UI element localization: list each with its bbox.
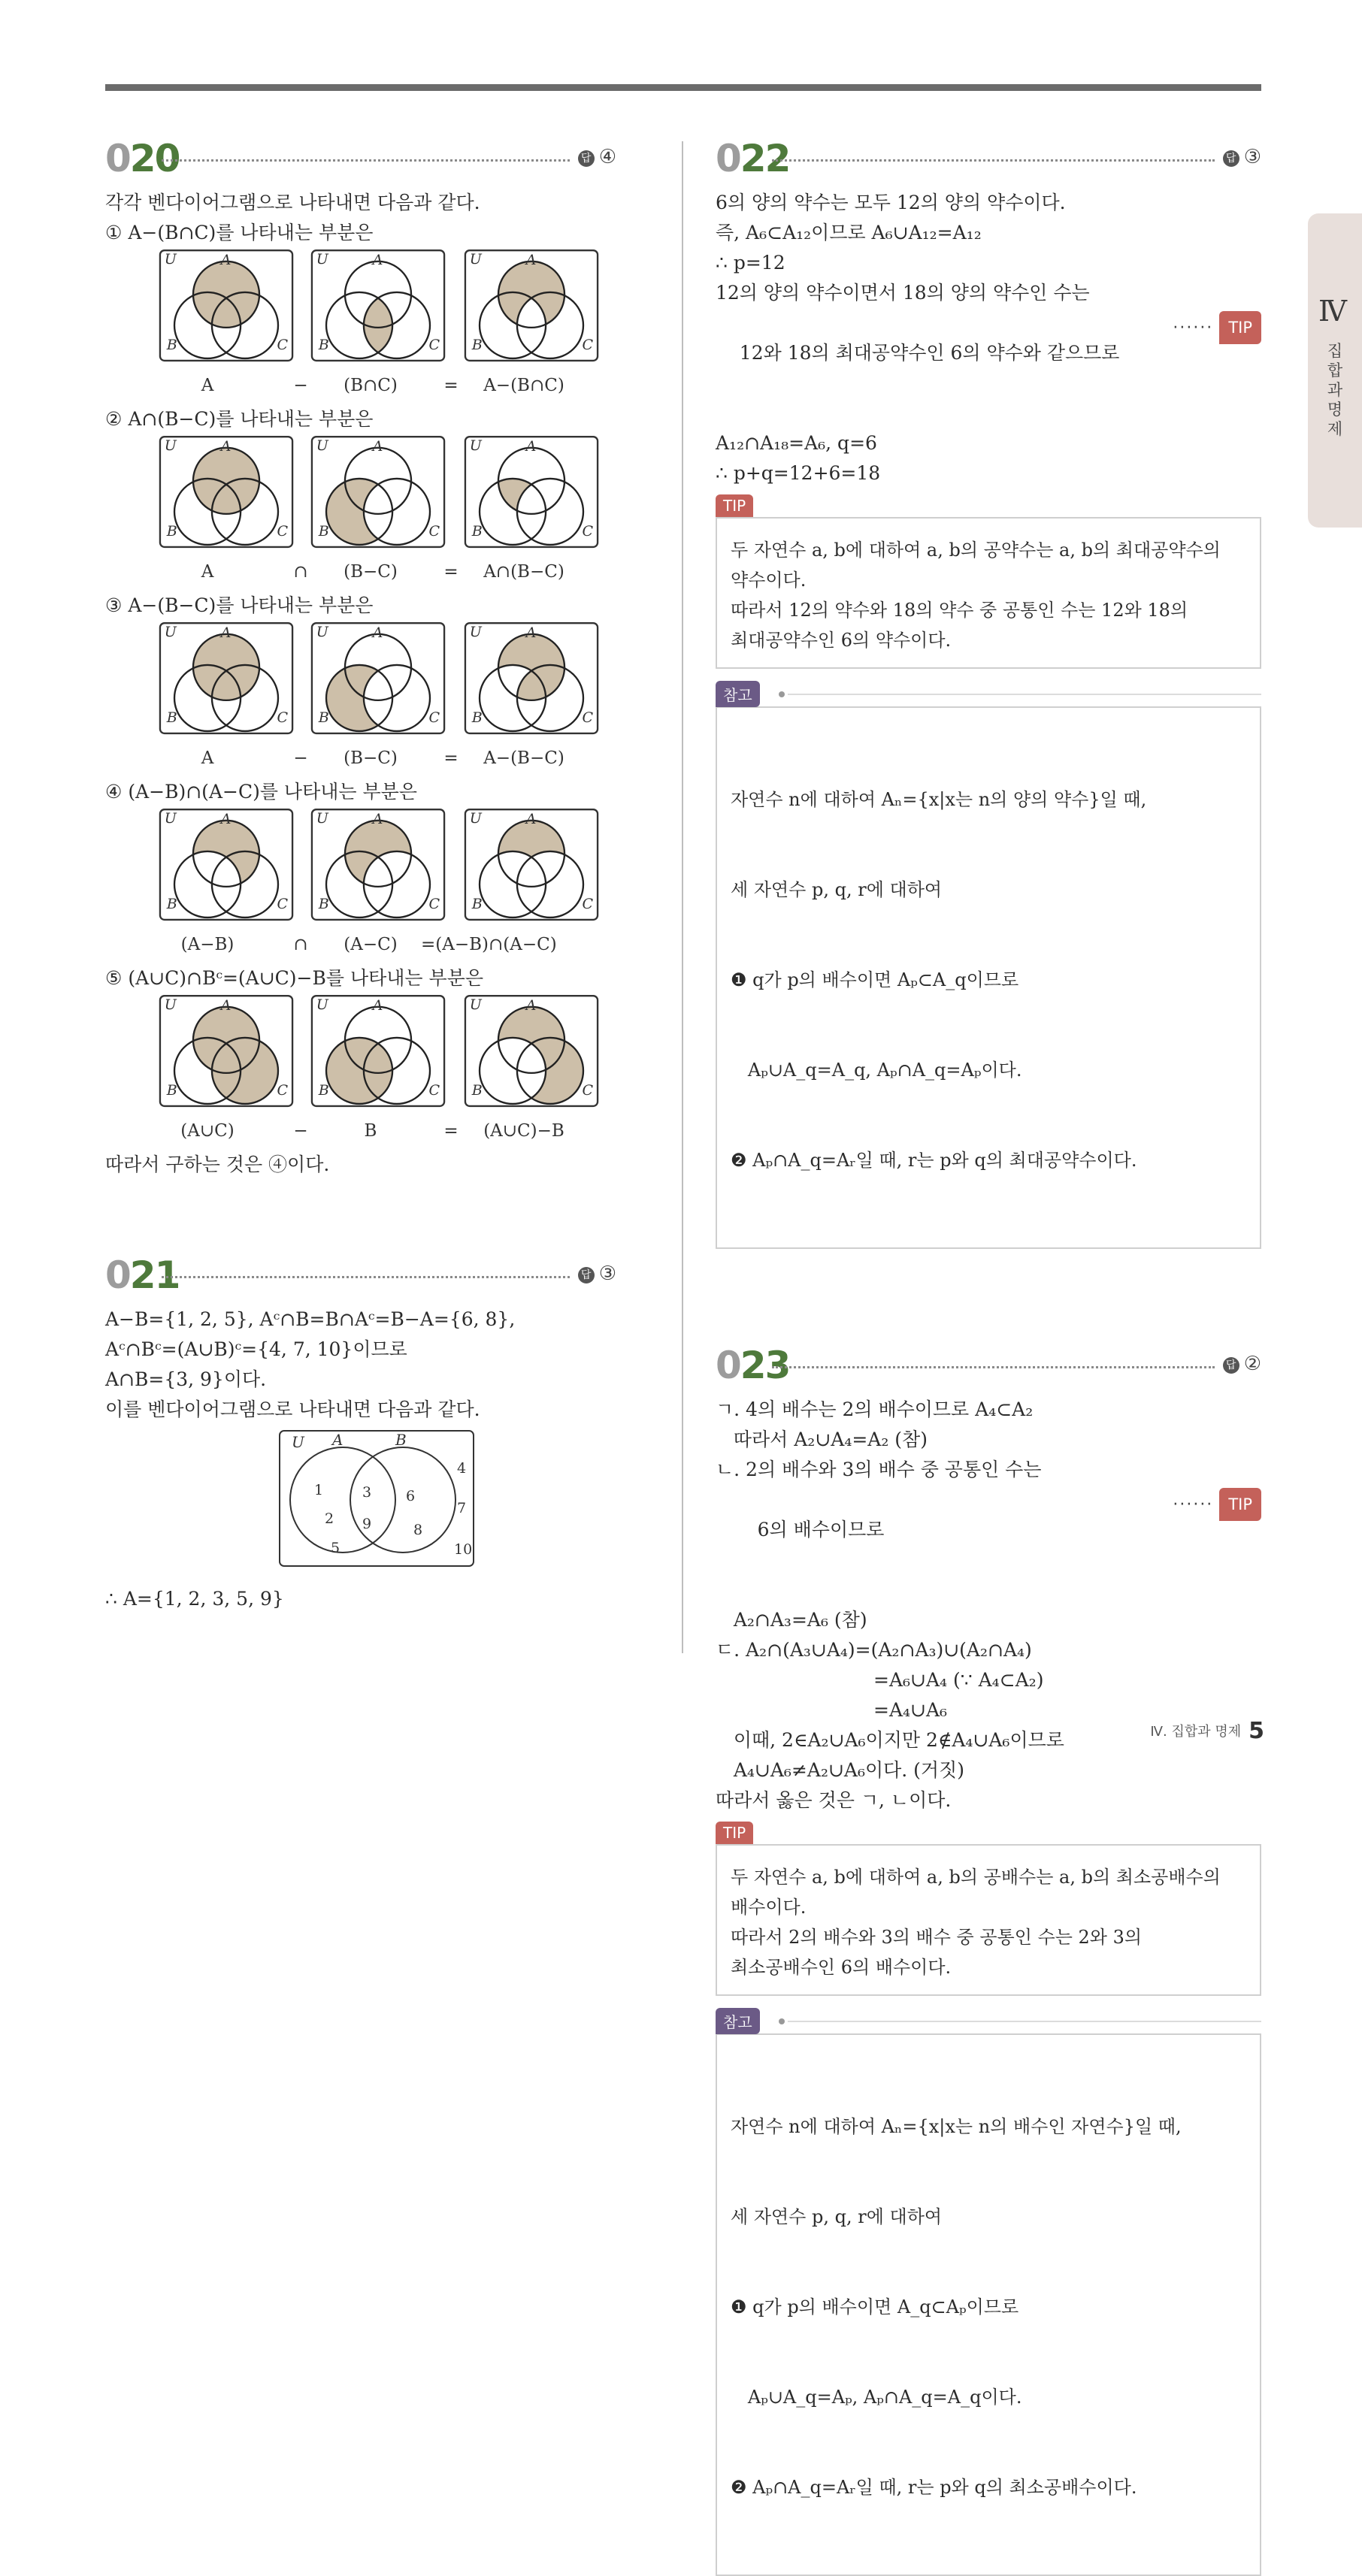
solution-line: =A₆∪A₄ (∵ A₄⊂A₂) xyxy=(873,1669,1044,1691)
svg-text:B: B xyxy=(166,1082,177,1099)
answer-mark: 답 ③ xyxy=(1223,146,1261,168)
venn-diagram xyxy=(463,434,600,552)
answer-mark: 답 ② xyxy=(1223,1353,1261,1375)
venn-diagram xyxy=(463,807,600,924)
venn-element: 9 xyxy=(362,1516,372,1532)
tip-text: 최대공약수인 6의 약수이다. xyxy=(731,630,952,651)
reference-text: 자연수 n에 대하여 Aₙ={x|x는 n의 양의 약수}일 때, xyxy=(731,789,1147,810)
reference-text: ❷ Aₚ∩A_q=Aᵣ일 때, r는 p와 q의 최대공약수이다. xyxy=(731,1150,1137,1171)
svg-text:U: U xyxy=(469,996,482,1013)
chapter-side-tab[interactable] xyxy=(1308,213,1362,528)
venn-element: 2 xyxy=(325,1510,334,1527)
answer-mark: 답 ③ xyxy=(578,1262,616,1285)
svg-text:A: A xyxy=(220,438,232,455)
svg-text:U: U xyxy=(164,250,177,268)
solution-line: A₄∪A₆≠A₂∪A₆이다. (거짓) xyxy=(716,1759,964,1781)
reference-text: 자연수 n에 대하여 Aₙ={x|x는 n의 배수인 자연수}일 때, xyxy=(731,2116,1182,2137)
tip-label: TIP xyxy=(716,1822,753,1844)
venn-element: 6 xyxy=(406,1488,416,1504)
svg-text:B: B xyxy=(166,523,177,540)
svg-text:B: B xyxy=(166,896,177,913)
tip-marker[interactable]: TIP xyxy=(1219,1488,1261,1521)
svg-text:C: C xyxy=(428,1082,440,1099)
svg-text:A: A xyxy=(372,624,383,642)
reference-text: ❷ Aₚ∩A_q=Aᵣ일 때, r는 p와 q의 최소공배수이다. xyxy=(731,2477,1137,2498)
reference-text: ❶ q가 p의 배수이면 A_q⊂Aₚ이므로 xyxy=(731,2296,1019,2317)
svg-text:C: C xyxy=(582,896,594,913)
solution-line: ㄷ. A₂∩(A₃∪A₄)=(A₂∩A₃)∪(A₂∩A₄) xyxy=(716,1639,1032,1661)
solution-line: ∴ p=12 xyxy=(716,252,785,274)
solution-line: =A₄∪A₆ xyxy=(873,1699,948,1721)
venn-row xyxy=(105,807,616,963)
venn-caption: = xyxy=(443,748,459,768)
reference-text: ❶ q가 p의 배수이면 Aₚ⊂A_q이므로 xyxy=(731,969,1019,990)
problem-number: 021 xyxy=(105,1253,180,1297)
venn-caption: (B−C) xyxy=(344,748,398,768)
reference-header xyxy=(716,2008,1261,2033)
solution-line: ㄱ. 4의 배수는 2의 배수이므로 A₄⊂A₂ xyxy=(716,1398,1034,1420)
svg-text:C: C xyxy=(277,523,289,540)
svg-text:C: C xyxy=(277,1082,289,1099)
venn-item-title: ① A−(B∩C)를 나타내는 부분은 xyxy=(105,222,374,243)
svg-text:B: B xyxy=(318,1082,329,1099)
svg-text:C: C xyxy=(428,896,440,913)
svg-text:A: A xyxy=(220,997,232,1014)
venn-element: 10 xyxy=(454,1541,473,1558)
problem-020-header xyxy=(105,135,616,188)
venn-element: 7 xyxy=(457,1500,467,1516)
tip-text: 따라서 2의 배수와 3의 배수 중 공통인 수는 2와 3의 xyxy=(731,1927,1143,1948)
svg-text:U: U xyxy=(164,623,177,640)
venn-caption: (A−B) xyxy=(180,935,235,954)
reference-label: 참고 xyxy=(716,2008,760,2034)
venn-row xyxy=(105,434,616,591)
svg-text:A: A xyxy=(372,252,383,269)
venn-element: 5 xyxy=(331,1540,340,1556)
venn-caption: (B∩C) xyxy=(344,376,398,395)
column-divider xyxy=(682,141,683,1653)
svg-text:B: B xyxy=(471,337,483,354)
leader-dots xyxy=(772,1366,1215,1368)
venn-item-title: ⑤ (A∪C)∩Bᶜ=(A∪C)−B를 나타내는 부분은 xyxy=(105,967,483,989)
svg-text:U: U xyxy=(316,809,328,827)
svg-text:B: B xyxy=(318,337,329,354)
reference-text: 세 자연수 p, q, r에 대하여 xyxy=(731,879,943,900)
venn-caption: = xyxy=(443,376,459,395)
reference-label: 참고 xyxy=(716,681,760,707)
problem-023-header xyxy=(716,1342,1261,1395)
venn-caption: = xyxy=(443,562,459,582)
svg-text:A: A xyxy=(525,811,537,828)
set-a-label: A xyxy=(332,1431,344,1449)
solution-line: A₂∩A₃=A₆ (참) xyxy=(716,1609,867,1631)
solution-line: 따라서 옳은 것은 ㄱ, ㄴ이다. xyxy=(716,1789,952,1811)
top-rule xyxy=(105,84,1261,91)
svg-text:A: A xyxy=(220,252,232,269)
venn-caption: A−(B∩C) xyxy=(483,376,564,395)
solution-line: 이를 벤다이어그램으로 나타내면 다음과 같다. xyxy=(105,1398,480,1420)
svg-text:A: A xyxy=(220,811,232,828)
leader-dots xyxy=(162,1276,570,1278)
tip-text: 따라서 12의 약수와 18의 약수 중 공통인 수는 12와 18의 xyxy=(731,600,1188,621)
svg-text:A: A xyxy=(525,438,537,455)
venn-diagram xyxy=(158,434,295,552)
venn-caption: ∩ xyxy=(293,562,308,582)
venn-element: 3 xyxy=(362,1484,372,1501)
venn-diagram xyxy=(310,434,446,552)
svg-text:B: B xyxy=(471,523,483,540)
venn-diagram xyxy=(158,621,295,738)
solution-line: A∩B={3, 9}이다. xyxy=(105,1368,267,1390)
tip-text: 배수이다. xyxy=(731,1897,807,1918)
svg-text:B: B xyxy=(471,1082,483,1099)
tip-marker[interactable]: TIP xyxy=(1219,311,1261,344)
solution-line-with-tip: 12와 18의 최대공약수인 6의 약수와 같으므로 ······ TIP xyxy=(716,308,1261,428)
solution-line: 12의 양의 약수이면서 18의 양의 약수인 수는 xyxy=(716,282,1090,304)
solution-line: ㄴ. 2의 배수와 3의 배수 중 공통인 수는 xyxy=(716,1459,1042,1480)
problem-021-header xyxy=(105,1252,616,1305)
problem-number: 020 xyxy=(105,137,180,180)
venn-diagram xyxy=(463,248,600,365)
left-column xyxy=(105,135,616,1614)
venn-item-title: ④ (A−B)∩(A−C)를 나타내는 부분은 xyxy=(105,781,417,803)
svg-text:C: C xyxy=(277,337,289,354)
reference-text: Aₚ∪A_q=A_q, Aₚ∩A_q=Aₚ이다. xyxy=(731,1060,1022,1081)
solution-line: 이때, 2∈A₂∪A₆이지만 2∉A₄∪A₆이므로 xyxy=(716,1729,1064,1751)
set-b-label: B xyxy=(395,1431,407,1449)
venn-caption: − xyxy=(293,376,308,395)
answer-badge: 답 xyxy=(1223,150,1239,167)
venn-element: 1 xyxy=(314,1482,324,1498)
venn-caption: = xyxy=(443,1121,459,1141)
tip-text: 두 자연수 a, b에 대하여 a, b의 공약수는 a, b의 최대공약수의 xyxy=(731,540,1221,561)
venn-diagram xyxy=(158,993,295,1111)
svg-text:U: U xyxy=(469,809,482,827)
solution-line-with-tip: 6의 배수이므로 ······ TIP xyxy=(716,1485,1261,1605)
tip-box xyxy=(716,1844,1261,1996)
svg-text:A: A xyxy=(372,997,383,1014)
venn-caption: ∩ xyxy=(293,935,308,954)
svg-text:C: C xyxy=(582,337,594,354)
venn-row xyxy=(105,621,616,777)
svg-text:B: B xyxy=(166,337,177,354)
intro-text: 각각 벤다이어그램으로 나타내면 다음과 같다. xyxy=(105,192,480,213)
svg-text:C: C xyxy=(428,337,440,354)
venn-diagram xyxy=(463,993,600,1111)
svg-text:U: U xyxy=(316,623,328,640)
venn-item-title: ③ A−(B−C)를 나타내는 부분은 xyxy=(105,594,374,616)
venn-caption: A xyxy=(201,748,214,768)
svg-text:U: U xyxy=(164,437,177,454)
svg-text:B: B xyxy=(318,896,329,913)
leader-dots xyxy=(162,159,570,162)
venn-caption: − xyxy=(293,1121,308,1141)
venn-caption: (A∪C) xyxy=(180,1121,235,1141)
svg-text:A: A xyxy=(372,811,383,828)
svg-text:A: A xyxy=(372,438,383,455)
svg-text:B: B xyxy=(318,709,329,727)
venn-diagram xyxy=(310,621,446,738)
venn-caption: A∩(B−C) xyxy=(483,562,564,582)
svg-text:C: C xyxy=(582,709,594,727)
answer-mark: 답 ④ xyxy=(578,146,616,168)
svg-text:U: U xyxy=(469,437,482,454)
svg-text:C: C xyxy=(582,523,594,540)
venn-item-title: ② A∩(B−C)를 나타내는 부분은 xyxy=(105,408,374,430)
venn-diagram xyxy=(310,993,446,1111)
tip-text: 두 자연수 a, b에 대하여 a, b의 공배수는 a, b의 최소공배수의 xyxy=(731,1867,1221,1888)
venn-caption: A−(B−C) xyxy=(483,748,564,768)
reference-header xyxy=(716,681,1261,706)
page-footer xyxy=(1150,1718,1264,1744)
venn-caption: − xyxy=(293,748,308,768)
venn-row xyxy=(105,248,616,404)
svg-text:C: C xyxy=(428,523,440,540)
answer-badge: 답 xyxy=(578,1267,595,1283)
svg-text:B: B xyxy=(471,709,483,727)
svg-text:C: C xyxy=(277,896,289,913)
venn-element: 8 xyxy=(413,1522,423,1538)
venn-caption: =(A−B)∩(A−C) xyxy=(421,935,557,954)
venn-caption: (A−C) xyxy=(344,935,398,954)
venn-element: 4 xyxy=(457,1460,467,1477)
svg-text:A: A xyxy=(525,997,537,1014)
answer-badge: 답 xyxy=(578,150,595,167)
venn-diagram xyxy=(463,621,600,738)
svg-text:U: U xyxy=(164,809,177,827)
tip-text: 최소공배수인 6의 배수이다. xyxy=(731,1957,952,1978)
solution-line: 6의 양의 약수는 모두 12의 양의 약수이다. xyxy=(716,192,1066,213)
venn-diagram xyxy=(158,807,295,924)
svg-text:C: C xyxy=(277,709,289,727)
problem-number: 023 xyxy=(716,1344,790,1387)
svg-text:B: B xyxy=(166,709,177,727)
reference-box xyxy=(716,2033,1261,2576)
reference-box xyxy=(716,706,1261,1249)
venn-caption: A xyxy=(201,562,214,582)
venn-caption: (A∪C)−B xyxy=(483,1121,564,1141)
tip-text: 약수이다. xyxy=(731,570,807,591)
solution-line: 즉, A₆⊂A₁₂이므로 A₆∪A₁₂=A₁₂ xyxy=(716,222,982,243)
solution-line: A₁₂∩A₁₈=A₆, q=6 xyxy=(716,432,877,454)
solution-line: A−B={1, 2, 5}, Aᶜ∩B=B∩Aᶜ=B−A={6, 8}, xyxy=(105,1308,516,1330)
tip-label: TIP xyxy=(716,494,753,517)
venn-caption: A xyxy=(201,376,214,395)
chapter-title: 집합과 명제 xyxy=(1327,342,1343,438)
svg-text:U: U xyxy=(316,996,328,1013)
svg-text:B: B xyxy=(318,523,329,540)
right-column xyxy=(716,135,1261,2576)
svg-text:A: A xyxy=(525,624,537,642)
venn-diagram xyxy=(310,248,446,365)
problem-022-header xyxy=(716,135,1261,188)
svg-text:B: B xyxy=(471,896,483,913)
solution-line: 따라서 A₂∪A₄=A₂ (참) xyxy=(716,1429,928,1450)
venn-021 xyxy=(105,1425,616,1584)
tip-box xyxy=(716,517,1261,669)
svg-text:U: U xyxy=(469,623,482,640)
answer-badge: 답 xyxy=(1223,1357,1239,1374)
universal-set-label: U xyxy=(292,1433,304,1451)
venn-diagram xyxy=(310,807,446,924)
reference-text: Aₚ∪A_q=Aₚ, Aₚ∩A_q=A_q이다. xyxy=(731,2387,1022,2408)
reference-text: 세 자연수 p, q, r에 대하여 xyxy=(731,2206,943,2227)
venn-diagram xyxy=(158,248,295,365)
svg-text:C: C xyxy=(582,1082,594,1099)
svg-text:U: U xyxy=(316,437,328,454)
conclusion-text: 따라서 구하는 것은 ④이다. xyxy=(105,1153,330,1175)
leader-dots xyxy=(772,159,1215,162)
problem-number: 022 xyxy=(716,137,790,180)
svg-text:C: C xyxy=(428,709,440,727)
result-text: ∴ A={1, 2, 3, 5, 9} xyxy=(105,1588,284,1610)
venn-caption: (B−C) xyxy=(344,562,398,582)
page-number: 5 xyxy=(1248,1718,1264,1744)
solution-line: Aᶜ∩Bᶜ=(A∪B)ᶜ={4, 7, 10}이므로 xyxy=(105,1338,407,1360)
svg-text:U: U xyxy=(164,996,177,1013)
venn-caption: B xyxy=(364,1121,377,1141)
chapter-roman-numeral: Ⅳ xyxy=(1318,295,1347,328)
solution-line: ∴ p+q=12+6=18 xyxy=(716,462,881,484)
svg-text:A: A xyxy=(525,252,537,269)
svg-text:A: A xyxy=(220,624,232,642)
venn-row xyxy=(105,993,616,1150)
svg-text:U: U xyxy=(316,250,328,268)
footer-section: Ⅳ. 집합과 명제 xyxy=(1150,1724,1242,1740)
svg-text:U: U xyxy=(469,250,482,268)
